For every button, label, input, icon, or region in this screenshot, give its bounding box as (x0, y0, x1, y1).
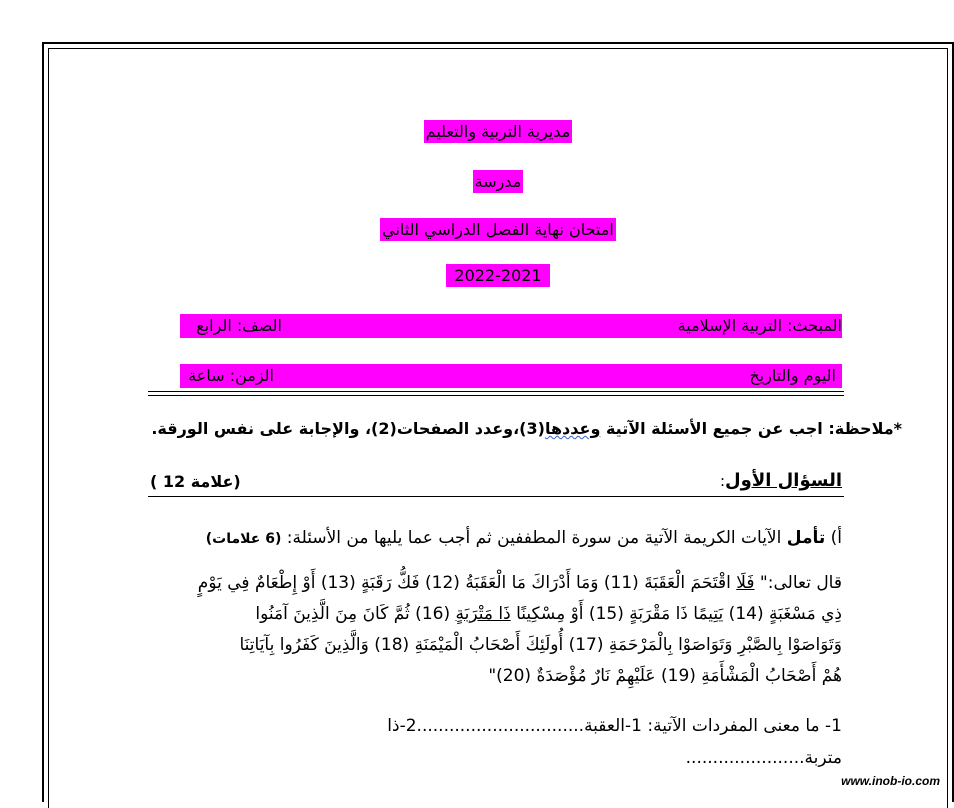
question1-marks: ( 12 علامة) (150, 472, 241, 491)
verse-line2-underlined: ذَا مَتْرَبَةٍ (455, 604, 511, 624)
question1-title: السؤال الأول (725, 470, 842, 491)
part-a-prefix: أ) (825, 528, 842, 548)
school-text: مدرسة (474, 172, 522, 191)
verse-line-2 (112, 599, 842, 630)
exam-year: 2022-2021 (446, 264, 549, 287)
verse-line1-intro: قال تعالى:" (754, 573, 842, 593)
verse-line1-rest: اقْتَحَمَ الْعَقَبَةَ (11) وَمَا أَدْرَاكَ مَا الْعَقَبَةُ (12) فَكُّ رَقَبَةٍ (13) أَوْ إِطْعَامٌ فِي يَوْمٍ (197, 573, 737, 593)
part-a-instruction (206, 528, 842, 548)
directorate-line (48, 122, 948, 141)
watermark: www.inob-io.com (841, 774, 940, 788)
subject-label: المبحث: التربية الإسلامية (677, 316, 842, 335)
part-a-marks: (6 علامات) (205, 531, 282, 547)
question1-colon: : (719, 472, 726, 490)
part-a-verb: تأمل (786, 528, 826, 548)
directorate-text: مديرية التربية والتعليم (425, 122, 571, 141)
meta-row-date (180, 364, 842, 388)
note-part2: (3)،وعدد الصفحات(2)، والإجابة على نفس الورقة. (151, 419, 545, 438)
exam-title: امتحان نهاية الفصل الدراسي الثاني (382, 220, 614, 239)
exam-title-line (48, 220, 948, 239)
part-a-text: الآيات الكريمة الآتية من سورة المطففين ثم أجب عما يليها من الأسئلة: (281, 528, 787, 548)
note-count-word: وعددها (544, 419, 601, 438)
note-part1: *ملاحظة: اجب عن جميع الأسئلة الآتية (600, 419, 902, 438)
time-label: الزمن: ساعة (188, 366, 274, 385)
header-divider-2 (148, 395, 844, 396)
verse-line1-underlined: فَلَا (736, 573, 755, 593)
year-line (48, 266, 948, 285)
q1-item1-line1: 1- ما معنى المفردات الآتية: 1-العقبة...............................2-ذا (387, 716, 842, 736)
date-label: اليوم والتاريخ (749, 366, 836, 385)
q1-item1-line2: متربة...................... (685, 748, 842, 768)
grade-label: الصف: الرابع (196, 316, 282, 335)
question1-heading (720, 470, 842, 491)
question1-divider (148, 496, 844, 497)
header-divider-1 (148, 391, 844, 392)
verse-line-4: هُمْ أَصْحَابُ الْمَشْأَمَةِ (19) عَلَيْهِمْ نَارٌ مُؤْصَدَةٌ (20)" (488, 666, 842, 686)
verses-block (112, 568, 842, 692)
verse-line2-start: ذِي مَسْغَبَةٍ (14) يَتِيمًا ذَا مَقْرَبَةٍ (15) أَوْ مِسْكِينًا (510, 604, 842, 624)
verse-line2-rest: (16) ثُمَّ كَانَ مِنَ الَّذِينَ آمَنُوا (255, 604, 456, 624)
school-line (48, 172, 948, 191)
verse-line-1 (112, 568, 842, 599)
exam-note (151, 419, 902, 438)
meta-row-subject (180, 314, 842, 338)
verse-line-3: وَتَوَاصَوْا بِالصَّبْرِ وَتَوَاصَوْا بِالْمَرْحَمَةِ (17) أُولَئِكَ أَصْحَابُ الْمَيْمَنَةِ (18) وَالَّذِينَ كَفَرُوا بِآيَاتِنَا (239, 635, 842, 655)
